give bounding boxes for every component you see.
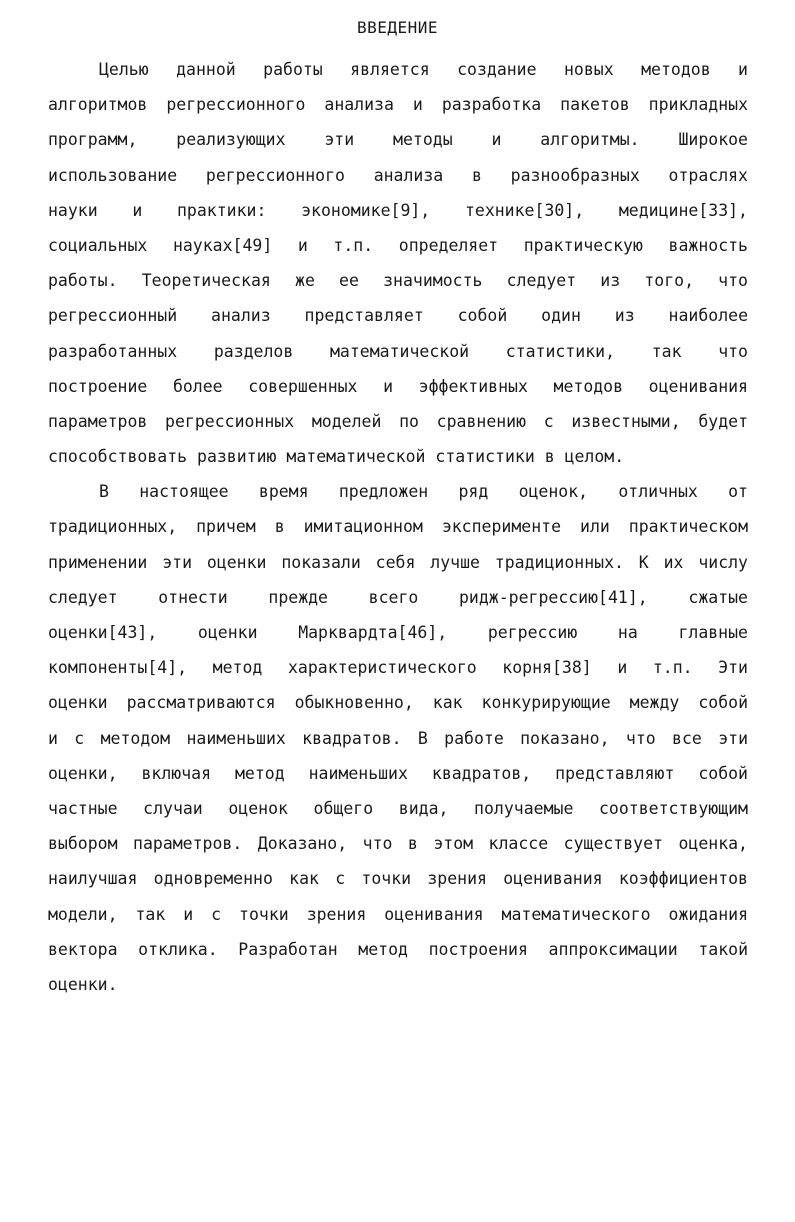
text-line: параметров регрессионных моделей по сравнению с известными, будет — [48, 411, 748, 431]
paragraph-1 — [48, 52, 748, 474]
text-line: программ, реализующих эти методы и алгоритмы. Широкое — [48, 130, 748, 150]
text-line: разработанных разделов математической статистики, так что — [48, 341, 748, 361]
text-line: традиционных, причем в имитационном эксперименте или практическом — [48, 517, 748, 537]
text-line: социальных науках[49] и т.п. определяет практическую важность — [48, 235, 748, 255]
text-line: компоненты[4], метод характеристического корня[38] и т.п. Эти — [48, 658, 748, 678]
text-line: оценки, включая метод наименьших квадратов, представляют собой — [48, 763, 748, 783]
text-line: работы. Теоретическая же ее значимость следует из того, что — [48, 271, 748, 291]
text-line: построение более совершенных и эффективных методов оценивания — [48, 376, 748, 396]
text-line: модели, так и с точки зрения оценивания математического ожидания — [48, 904, 748, 924]
paragraph-2 — [48, 474, 748, 1002]
text-line: алгоритмов регрессионного анализа и разработка пакетов прикладных — [48, 95, 748, 115]
text-line: следует отнести прежде всего ридж-регрессию[41], сжатые — [48, 587, 748, 607]
text-line: науки и практики: экономике[9], технике[30], медицине[33], — [48, 200, 748, 220]
text-line: оценки рассматриваются обыкновенно, как конкурирующие между собой — [48, 693, 748, 713]
text-line: оценки[43], оценки Марквардта[46], регрессию на главные — [48, 623, 748, 642]
text-line: регрессионный анализ представляет собой один из наиболее — [48, 306, 748, 326]
text-line: применении эти оценки показали себя лучше традиционных. К их числу — [48, 552, 748, 572]
text-line: оценки. — [48, 974, 118, 994]
text-line: и с методом наименьших квадратов. В работе показано, что все эти — [48, 728, 748, 748]
text-line: способствовать развитию математической статистики в целом. — [48, 447, 625, 467]
text-line: выбором параметров. Доказано, что в этом классе существует оценка, — [48, 834, 748, 854]
text-line: наилучшая одновременно как с точки зрения оценивания коэффициентов — [48, 869, 748, 889]
text-line: Целью данной работы является создание новых методов и — [99, 60, 748, 79]
page-title: ВВЕДЕНИЕ — [356, 18, 439, 37]
text-line: частные случаи оценок общего вида, получаемые соответствующим — [48, 798, 748, 818]
text-line: вектора отклика. Разработан метод построения аппроксимации такой — [48, 939, 748, 959]
text-line: В настоящее время предложен ряд оценок, отличных от — [99, 482, 748, 502]
body-text — [48, 52, 748, 1002]
text-line: использование регрессионного анализа в разнообразных отраслях — [48, 165, 748, 185]
